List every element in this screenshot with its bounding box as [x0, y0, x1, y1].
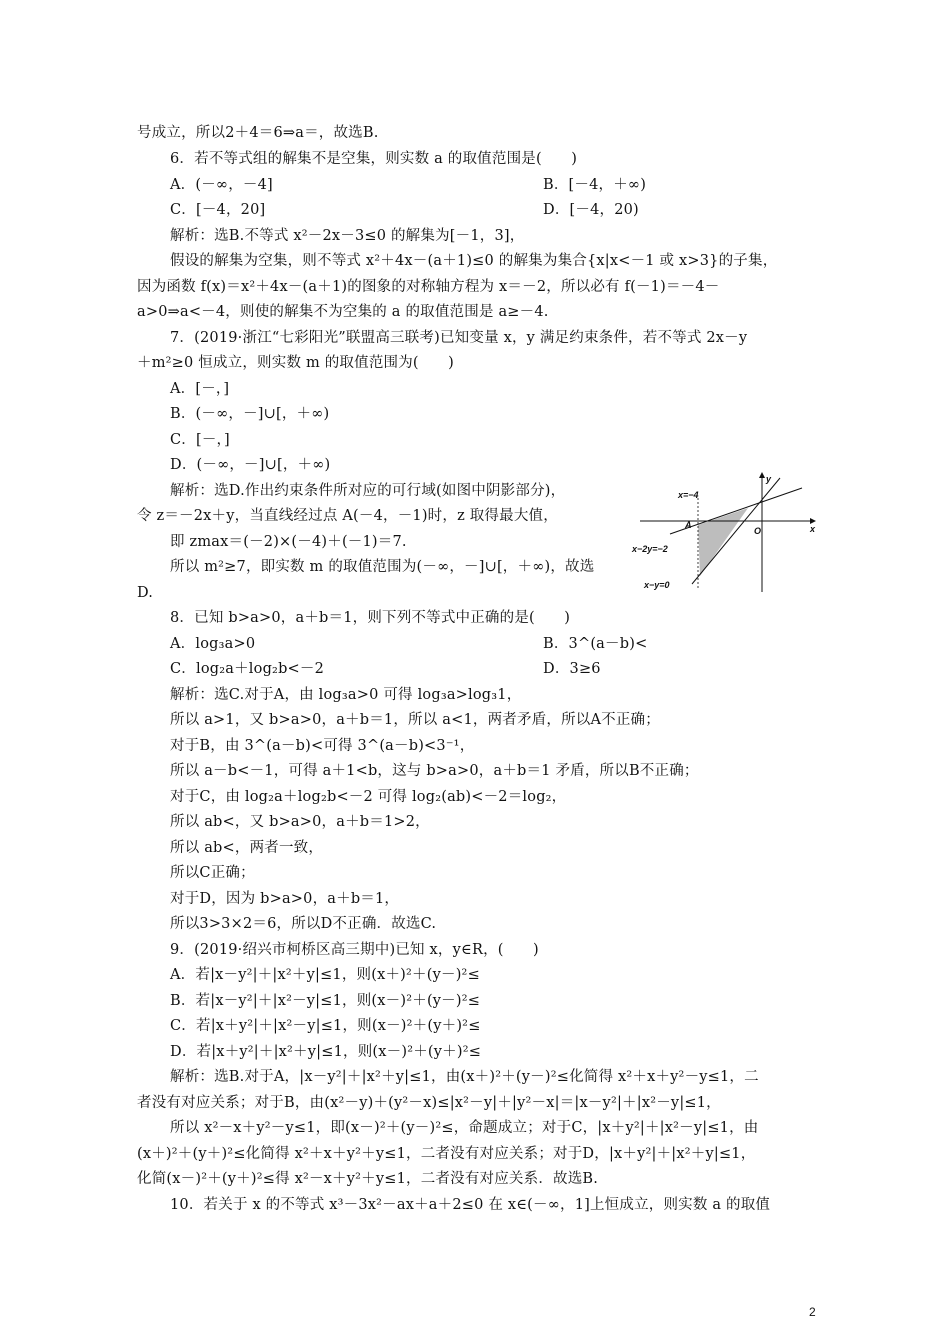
label-point-a: A: [685, 520, 692, 530]
question-7: 7．(2019·浙江“七彩阳光”联盟高三联考)已知变量 x，y 满足约束条件，若不等式 2x－y: [170, 330, 748, 346]
solution-line: 因为函数 f(x)＝x²＋4x－(a＋1)的图象的对称轴方程为 x＝－2，所以必有 f(－1)＝－4－: [137, 279, 720, 295]
solution-line: 对于B，由 3^(a－b)<可得 3^(a－b)<3⁻¹，: [170, 738, 475, 754]
option-c: C．若|x＋y²|＋|x²－y|≤1，则(x－)²＋(y＋)²≤: [170, 1018, 481, 1034]
option-b: B．[－4，＋∞): [543, 177, 647, 193]
question-6: 6．若不等式组的解集不是空集，则实数 a 的取值范围是( ): [170, 151, 578, 167]
option-a: A．若|x－y²|＋|x²＋y|≤1，则(x＋)²＋(y－)²≤: [170, 967, 480, 983]
page-number: 2: [809, 1305, 816, 1319]
option-c: C．[－4，20]: [170, 202, 266, 218]
solution-line: 即 zmax＝(－2)×(－4)＋(－1)＝7.: [170, 534, 407, 550]
solution-line: 解析：选D.作出约束条件所对应的可行域(如图中阴影部分)，: [170, 483, 566, 499]
label-x-axis: x: [810, 524, 816, 534]
option-d: D．(－∞，－]∪[，＋∞): [170, 457, 331, 473]
solution-line: D.: [137, 585, 154, 601]
option-a: A．log₃a>0: [170, 636, 256, 652]
question-10: 10．若关于 x 的不等式 x³－3x²－ax＋a＋2≤0 在 x∈(－∞，1]上恒成立，则实数 a 的取值: [170, 1197, 771, 1213]
option-d: D．若|x＋y²|＋|x²＋y|≤1，则(x－)²＋(y＋)²≤: [170, 1044, 482, 1060]
solution-line: 令 z＝－2x＋y，当直线经过点 A(－4，－1)时，z 取得最大值，: [137, 508, 558, 524]
solution-line: (x＋)²＋(y＋)²≤化简得 x²＋x＋y²＋y≤1，二者没有对应关系；对于D，|x＋y²|＋|x²＋y|≤1，: [137, 1146, 756, 1162]
option-c: C．log₂a＋log₂b<－2: [170, 661, 325, 677]
solution-line: 解析：选B.对于A，|x－y²|＋|x²＋y|≤1，由(x＋)²＋(y－)²≤化简得 x²＋x＋y²－y≤1，二: [170, 1069, 759, 1085]
solution-line: 所以 a>1，又 b>a>0，a＋b＝1，所以 a<1，两者矛盾，所以A不正确；: [170, 712, 660, 728]
text-line: 号成立，所以2＋4＝6⇒a＝，故选B.: [137, 125, 379, 141]
solution-line: 所以 x²－x＋y²－y≤1，即(x－)²＋(y－)²≤，命题成立；对于C，|x＋y²|＋|x²－y|≤1，由: [170, 1120, 759, 1136]
solution-line: 假设的解集为空集，则不等式 x²＋4x－(a＋1)≤0 的解集为集合{x|x<－1 或 x>3}的子集，: [170, 253, 778, 269]
option-b: B．3^(a－b)<: [543, 636, 648, 652]
option-a: A．(－∞，－4]: [170, 177, 273, 193]
label-line-x-y: x−y=0: [644, 580, 670, 590]
option-b: B．(－∞，－]∪[，＋∞): [170, 406, 330, 422]
solution-line: 所以 a－b<－1，可得 a＋1<b，这与 b>a>0，a＋b＝1 矛盾，所以B不正确；: [170, 763, 699, 779]
solution-line: a>0⇒a<－4，则使的解集不为空集的 a 的取值范围是 a≥－4.: [137, 304, 549, 320]
option-a: A．[－，]: [170, 381, 230, 397]
solution-line: 化简(x－)²＋(y＋)²≤得 x²－x＋y²＋y≤1，二者没有对应关系．故选B.: [137, 1171, 599, 1187]
solution-line: 解析：选C.对于A，由 log₃a>0 可得 log₃a>log₃1，: [170, 687, 522, 703]
solution-line: 所以C正确；: [170, 865, 255, 881]
question-9: 9．(2019·绍兴市柯桥区高三期中)已知 x，y∈R，( ): [170, 942, 539, 958]
solution-line: 对于D，因为 b>a>0，a＋b＝1，: [170, 891, 400, 907]
label-x-eq-neg4: x=−4: [678, 490, 699, 500]
solution-line: 者没有对应关系；对于B，由(x²－y)＋(y²－x)≤|x²－y|＋|y²－x|＝|x－y²|＋|x²－y|≤1，: [137, 1095, 721, 1111]
feasible-region-figure: [630, 470, 820, 595]
solution-line: 解析：选B.不等式 x²－2x－3≤0 的解集为[－1，3]，: [170, 228, 525, 244]
label-line-x-2y: x−2y=−2: [632, 544, 668, 554]
solution-line: 所以 ab<，两者一致，: [170, 840, 324, 856]
solution-line: 所以3>3×2＝6，所以D不正确．故选C.: [170, 916, 437, 932]
option-d: D．3≥6: [543, 661, 601, 677]
label-origin: O: [754, 526, 762, 536]
solution-line: 所以 m²≥7，即实数 m 的取值范围为(－∞，－]∪[，＋∞)，故选: [170, 559, 595, 575]
question-8: 8．已知 b>a>0，a＋b＝1，则下列不等式中正确的是( ): [170, 610, 571, 626]
question-7-cont: ＋m²≥0 恒成立，则实数 m 的取值范围为( ): [137, 355, 455, 371]
solution-line: 对于C，由 log₂a＋log₂b<－2 可得 log₂(ab)<－2＝log₂，: [170, 789, 567, 805]
label-y-axis: y: [766, 474, 772, 484]
solution-line: 所以 ab<，又 b>a>0，a＋b＝1>2，: [170, 814, 430, 830]
option-b: B．若|x－y²|＋|x²－y|≤1，则(x－)²＋(y－)²≤: [170, 993, 481, 1009]
option-c: C．[－，]: [170, 432, 230, 448]
option-d: D．[－4，20): [543, 202, 639, 218]
